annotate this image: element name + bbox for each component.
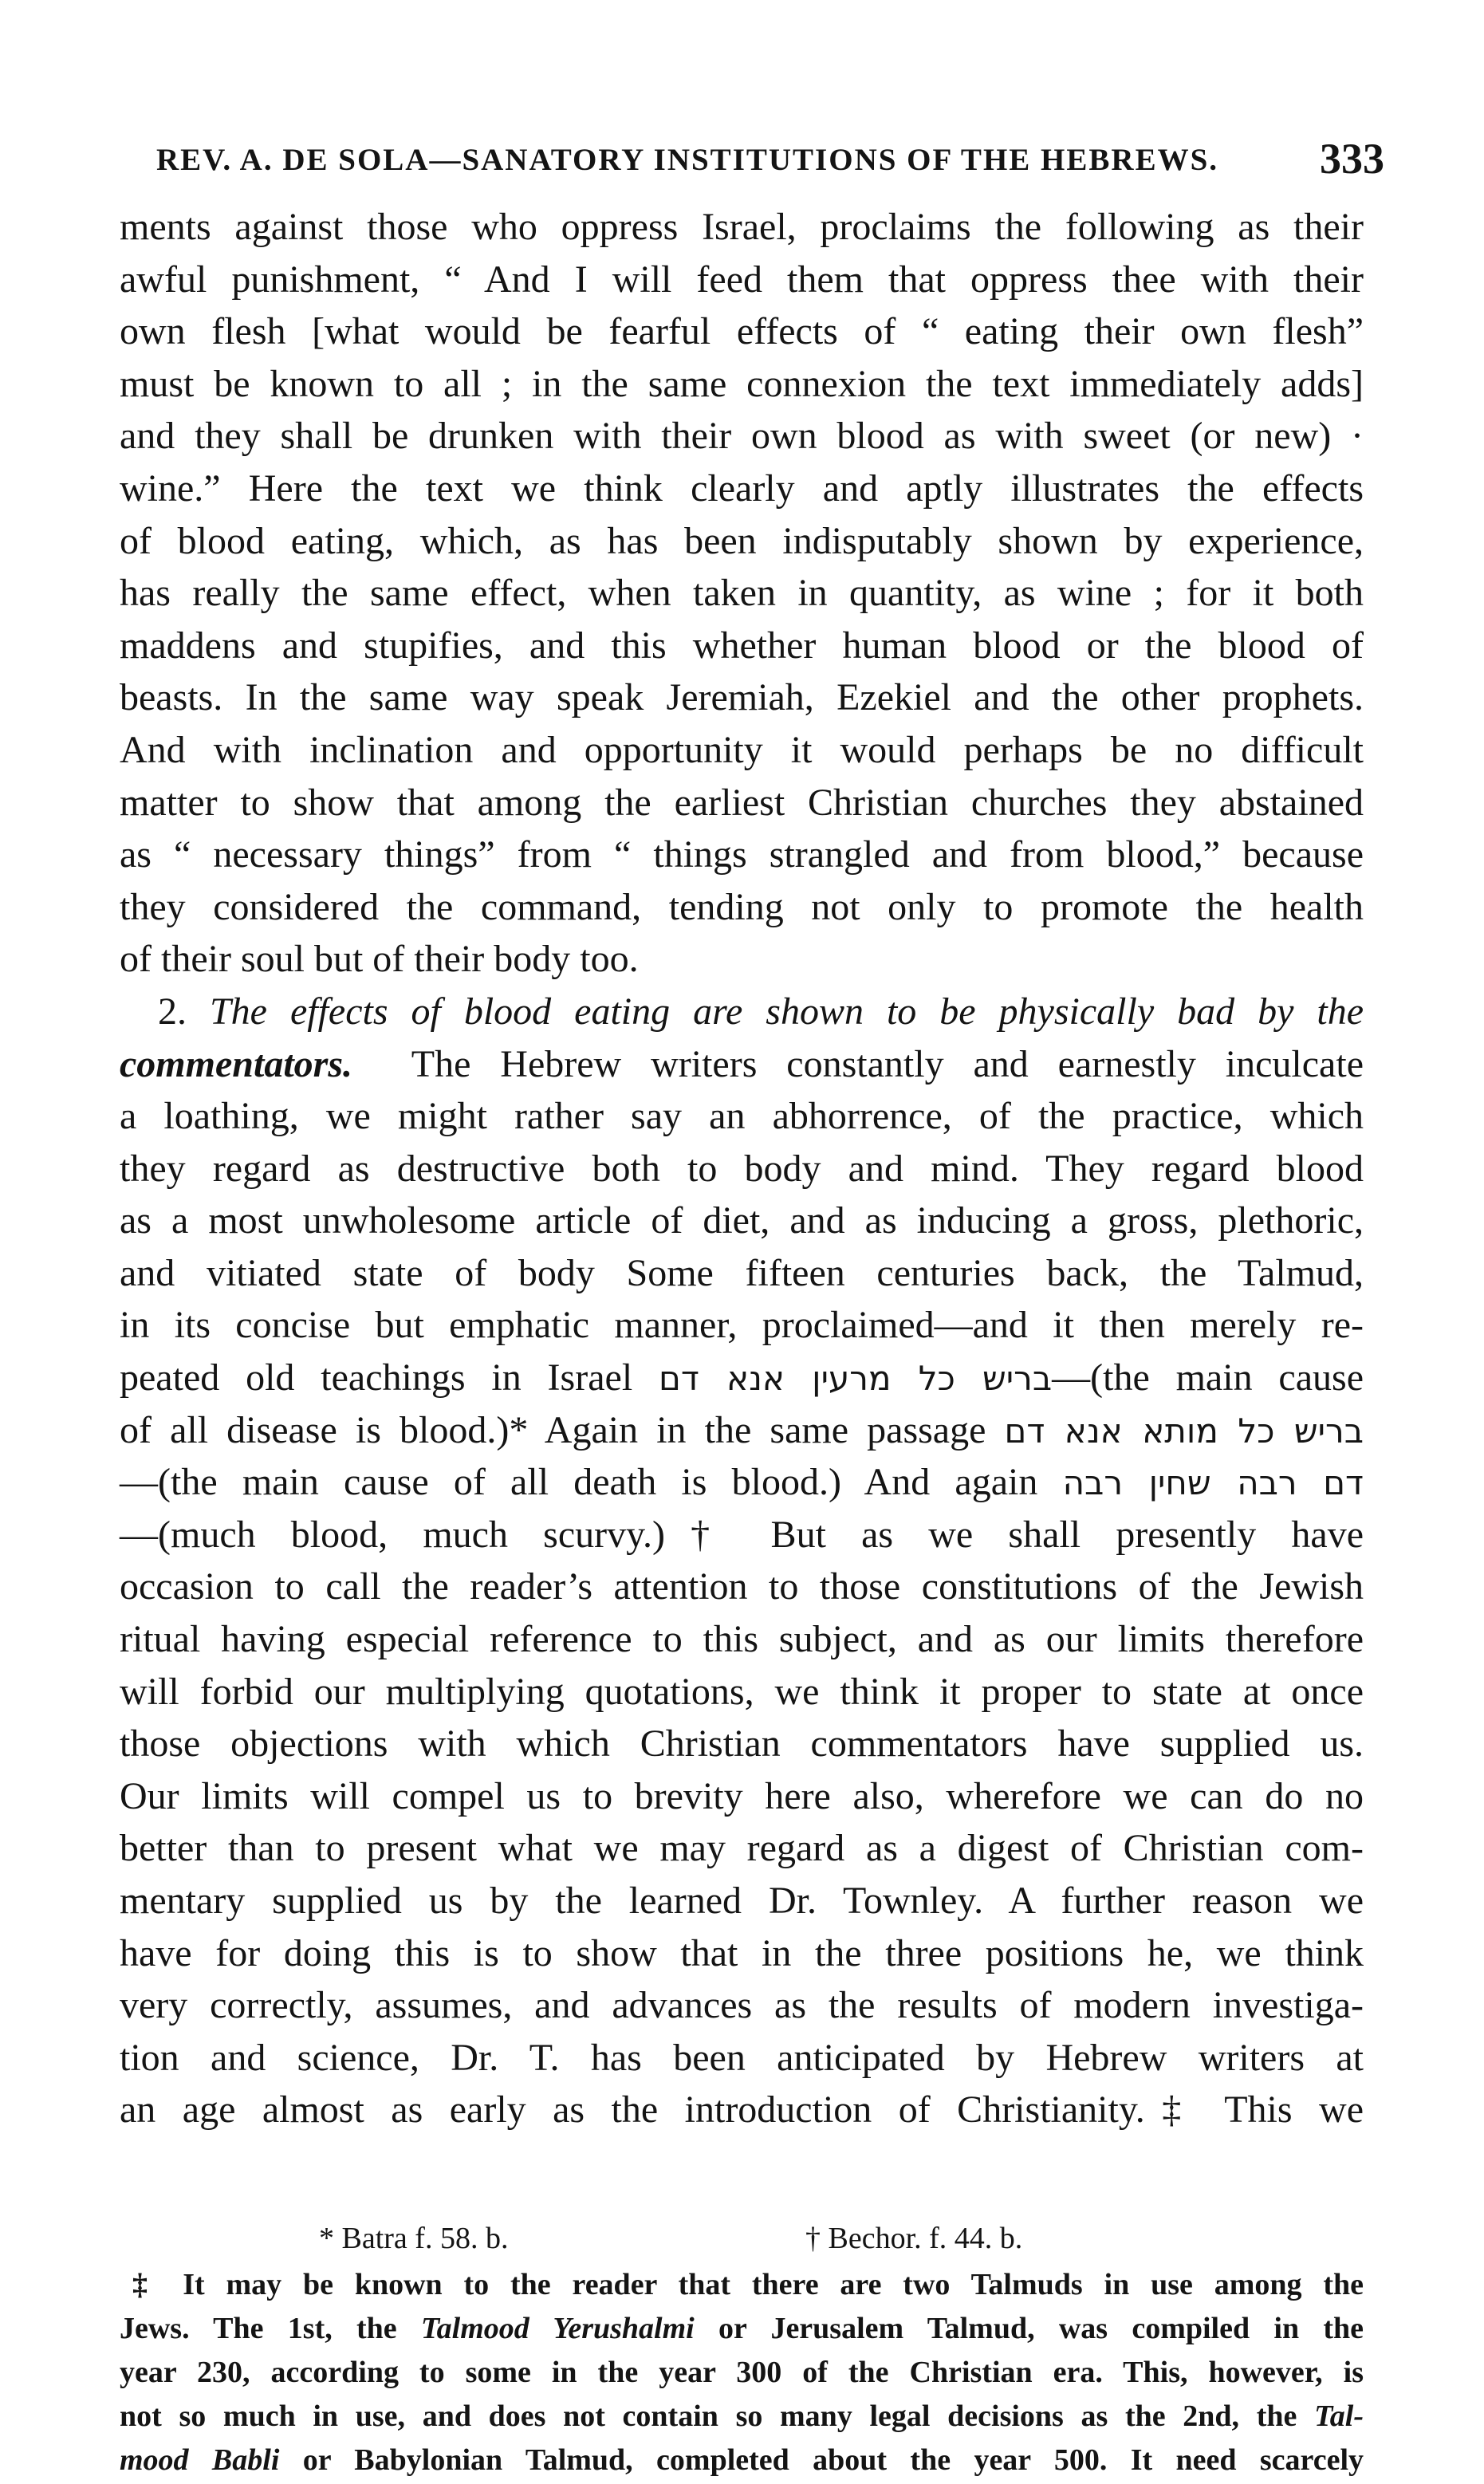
- text-line: of all disease is blood.)* Again in the same passage: [120, 1408, 986, 1451]
- footnotes: [120, 2214, 1364, 2482]
- text-line: not so much in use, and does not contain so many legal decisions as the 2nd, the: [120, 2399, 1297, 2433]
- text-line: beasts. In the same way speak Jeremiah, Ezekiel and the other prophets.: [120, 676, 1364, 719]
- text-line: they regard as destructive both to body and mind. They regard blood: [120, 1147, 1364, 1190]
- text-line: —(the main cause: [1052, 1356, 1364, 1399]
- hebrew-line-1: [120, 1352, 1364, 1404]
- text-line: in its concise but emphatic manner, proclaimed—and it then merely re-: [120, 1304, 1364, 1347]
- text-line: and they shall be drunken with their own blood as with sweet (or new) ·: [120, 415, 1364, 458]
- text-line: tion and science, Dr. T. has been anticipated by Hebrew writers at: [120, 2036, 1364, 2079]
- para2-number: 2.: [158, 990, 187, 1033]
- text-line: peated old teachings in Israel: [120, 1356, 633, 1399]
- running-header: [156, 134, 1384, 190]
- footnote-line: [120, 2439, 1364, 2482]
- text-line: they considered the command, tending not only to promote the health: [120, 885, 1364, 928]
- text-line: better than to present what we may regard as a digest of Christian com-: [120, 1827, 1364, 1870]
- text-line: Jews. The 1st, the: [120, 2312, 397, 2345]
- body-text: [120, 201, 1364, 2136]
- text-line: mentary supplied us by the learned Dr. Townley. A further reason we: [120, 1880, 1364, 1922]
- text-line: as a most unwholesome article of diet, and as inducing a gross, plethoric,: [120, 1199, 1364, 1242]
- text-line: or Jerusalem Talmud, was compiled in the: [718, 2312, 1364, 2345]
- page-number: 333: [1320, 135, 1384, 183]
- text-line: Our limits will compel us to brevity here also, wherefore we can do no: [120, 1774, 1364, 1817]
- italic-term: Talmood Yerushalmi: [420, 2312, 695, 2345]
- text-line: and vitiated state of body Some fifteen centuries back, the Talmud,: [120, 1251, 1364, 1294]
- hebrew-quote: בריש כל מרעין אנא דם: [659, 1359, 1053, 1399]
- text-line: maddens and stupifies, and this whether human blood or the blood of: [120, 624, 1364, 667]
- text-line: have for doing this is to show that in the three positions he, we think: [120, 1931, 1364, 1974]
- footnote-star: * Batra f. 58. b.: [319, 2222, 509, 2255]
- text-line: will forbid our multiplying quotations, we think it proper to state at once: [120, 1670, 1364, 1713]
- para2-line-2: [120, 1038, 1364, 1091]
- running-title: REV. A. DE SOLA—SANATORY INSTITUTIONS OF THE HEBREWS.: [156, 143, 1219, 177]
- text-line: must be known to all ; in the same connexion the text immediately adds]: [120, 362, 1364, 405]
- footnote-line: [120, 2307, 1364, 2351]
- hebrew-quote: דם רבה שחין רבה: [1062, 1463, 1364, 1503]
- italic-term: Tal-: [1314, 2399, 1364, 2433]
- para2-heading-end: commentators.: [120, 1042, 353, 1085]
- text-line: wine.” Here the text we think clearly and aptly illustrates the effects: [120, 466, 1364, 510]
- hebrew-line-3: [120, 1456, 1364, 1509]
- paragraph-2-continued: [120, 1509, 1364, 2136]
- text-line: of blood eating, which, as has been indisputably shown by experience,: [120, 519, 1364, 562]
- text-line: own flesh [what would be fearful effects of “ eating their own flesh”: [120, 310, 1364, 353]
- hebrew-line-2: [120, 1404, 1364, 1457]
- footnote-line: year 230, according to some in the year 300 of the Christian era. This, however, is: [120, 2356, 1364, 2389]
- text-line: ritual having especial reference to this subject, and as our limits therefore: [120, 1618, 1364, 1661]
- footnote-dagger: † Bechor. f. 44. b.: [805, 2222, 1023, 2255]
- text-line: —(much blood, much scurvy.)† But as we shall presently have: [120, 1513, 1364, 1556]
- hebrew-quote: בריש כל מותא אנא דם: [1004, 1411, 1364, 1451]
- italic-term: mood Babli: [120, 2443, 280, 2477]
- text-line: very correctly, assumes, and advances as the results of modern investiga-: [120, 1984, 1364, 2027]
- paragraph-1: [120, 201, 1364, 986]
- footnote-double-dagger: ‡ It may be known to the reader that there are two Talmuds in use among the: [132, 2268, 1364, 2301]
- paragraph-2-lines: [120, 1090, 1364, 1352]
- text-line: or Babylonian Talmud, completed about the year 500. It need scarcely: [302, 2443, 1364, 2477]
- text-line: And with inclination and opportunity it would perhaps be no difficult: [120, 728, 1364, 771]
- text-line: of their soul but of their body too.: [120, 938, 639, 981]
- text-line: an age almost as early as the introduction of Christianity.‡ This we: [120, 2088, 1364, 2132]
- text-line: a loathing, we might rather say an abhorrence, of the practice, which: [120, 1095, 1364, 1138]
- para2-heading-line: [120, 986, 1364, 1038]
- text-line: has really the same effect, when taken in quantity, as wine ; for it both: [120, 572, 1364, 615]
- text-line: awful punishment, “ And I will feed them that oppress thee with their: [120, 258, 1364, 301]
- para2-heading: The effects of blood eating are shown to be physically bad by the: [209, 990, 1364, 1033]
- text-line: ments against those who oppress Israel, proclaims the following as their: [120, 206, 1364, 248]
- text-line: —(the main cause of all death is blood.) And again: [120, 1461, 1038, 1504]
- text-line: matter to show that among the earliest Christian churches they abstained: [120, 781, 1364, 824]
- footnote-line: [120, 2395, 1364, 2439]
- footnote-refs: [120, 2214, 1364, 2263]
- text-line: those objections with which Christian commentators have supplied us.: [120, 1722, 1364, 1766]
- text-line: as “ necessary things” from “ things strangled and from blood,” because: [120, 833, 1364, 876]
- text-line: occasion to call the reader’s attention to those constitutions of the Jewish: [120, 1565, 1364, 1608]
- text-line: The Hebrew writers constantly and earnestly inculcate: [411, 1042, 1364, 1085]
